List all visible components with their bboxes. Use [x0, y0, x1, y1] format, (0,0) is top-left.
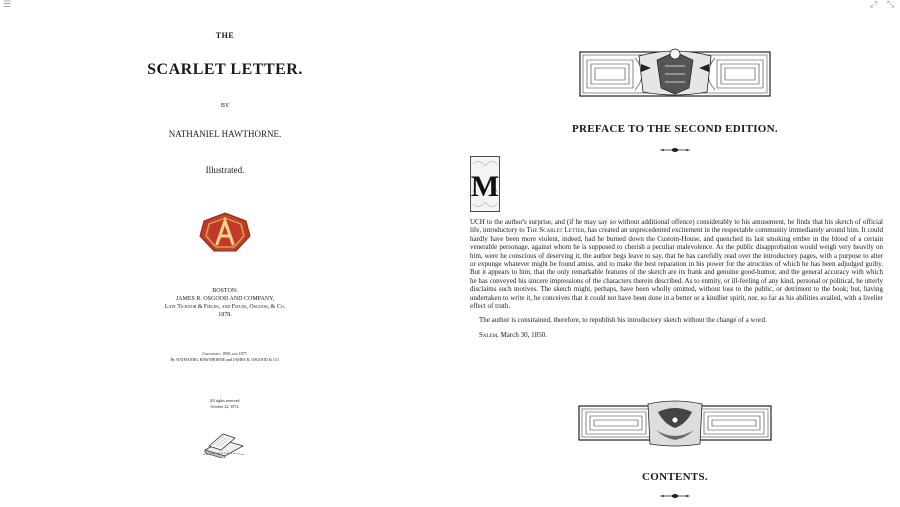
copyright-line: Copyright, 1850 and 1877. — [202, 351, 248, 356]
preface-body — [470, 218, 883, 339]
publisher-late: Late Ticknor & Fields, and Fields, Osgood, & Co. — [164, 304, 286, 310]
copyright-block — [0, 351, 450, 363]
ornamental-divider-icon — [659, 147, 691, 153]
fit-page-icon[interactable]: ⤢ — [870, 0, 878, 10]
rights-date: October 22, 1874. — [210, 404, 240, 409]
rights-reserved: All rights reserved. — [209, 398, 241, 403]
scarlet-letter-emblem-icon — [199, 212, 251, 254]
book-title: SCARLET LETTER. — [147, 61, 303, 78]
book-title-ref: The Scarlet Letter — [526, 226, 585, 235]
title-the: THE — [215, 31, 235, 40]
copyright-by: By NATHANIEL HAWTHORNE and JAMES R. OSGOOD & CO. — [170, 357, 280, 362]
header-ornament-icon — [579, 44, 771, 100]
book-vignette-icon — [201, 428, 247, 458]
preface-heading: PREFACE TO THE SECOND EDITION. — [572, 123, 778, 135]
preface-signature: Salem, March 30, 1850. — [479, 330, 547, 339]
expand-icon[interactable]: ⤡ — [887, 0, 895, 10]
rights-block — [0, 398, 450, 410]
preface-paragraph-2: The author is constrained, therefore, to republish his introductory sketch without the change of a word. — [479, 316, 767, 325]
illustrated-label: Illustrated. — [205, 165, 245, 175]
dropcap-m-icon — [470, 156, 500, 212]
publisher-city: BOSTON: — [212, 288, 238, 294]
by-line: BY — [220, 103, 230, 109]
dropcap-letter: M — [470, 170, 500, 203]
preface-page — [450, 0, 900, 507]
contents-heading: CONTENTS. — [642, 471, 708, 483]
footer-ornament-icon — [578, 398, 772, 448]
menu-icon[interactable]: ☰ — [3, 0, 12, 10]
author-name: NATHANIEL HAWTHORNE. — [168, 129, 282, 139]
preface-paragraph-1: UCH to the author's surprise, and (if he may say so without additional offence) considerably to his amusement, he finds that his sketch of official life, introductory to The Scarlet Letter, has created an unprecedented excitement in the respectable community immediately around him. It could hardly have been more violent, indeed, had he burned down the Custom-House, and quenched its last smoking ember in the blood of a certain venerable personage, against whom he is supposed to cherish a peculiar malevolence. As the public disapprobation would weigh very heavily on him, were he conscious of deserving it, the author begs leave to say, that he has carefully read over the introductory pages, with a purpose to alter or expunge whatever might be found amiss, and to make the best reparation in his power for the atrocities of which he has been adjudged guilty. But it appears to him, that the only remarkable features of the sketch are its frank and genuine good-humor, and the general accuracy with which he has conveyed his sincere impressions of the characters therein described. As to enmity, or ill-feeling of any kind, personal or political, he utterly disclaims such motives. The sketch might, perhaps, have been wholly omitted, without loss to the public, or detriment to the book; but, having undertaken to write it, he conceives that it could not have been done in a better or a kindlier spirit, nor, so far as his abilities availed, with a livelier effect of truth. — [470, 218, 883, 311]
publisher-year: 1878. — [218, 312, 232, 318]
publisher-name: JAMES R. OSGOOD AND COMPANY, — [175, 296, 275, 302]
ornamental-divider-icon — [659, 493, 691, 499]
publisher-block — [0, 287, 450, 319]
